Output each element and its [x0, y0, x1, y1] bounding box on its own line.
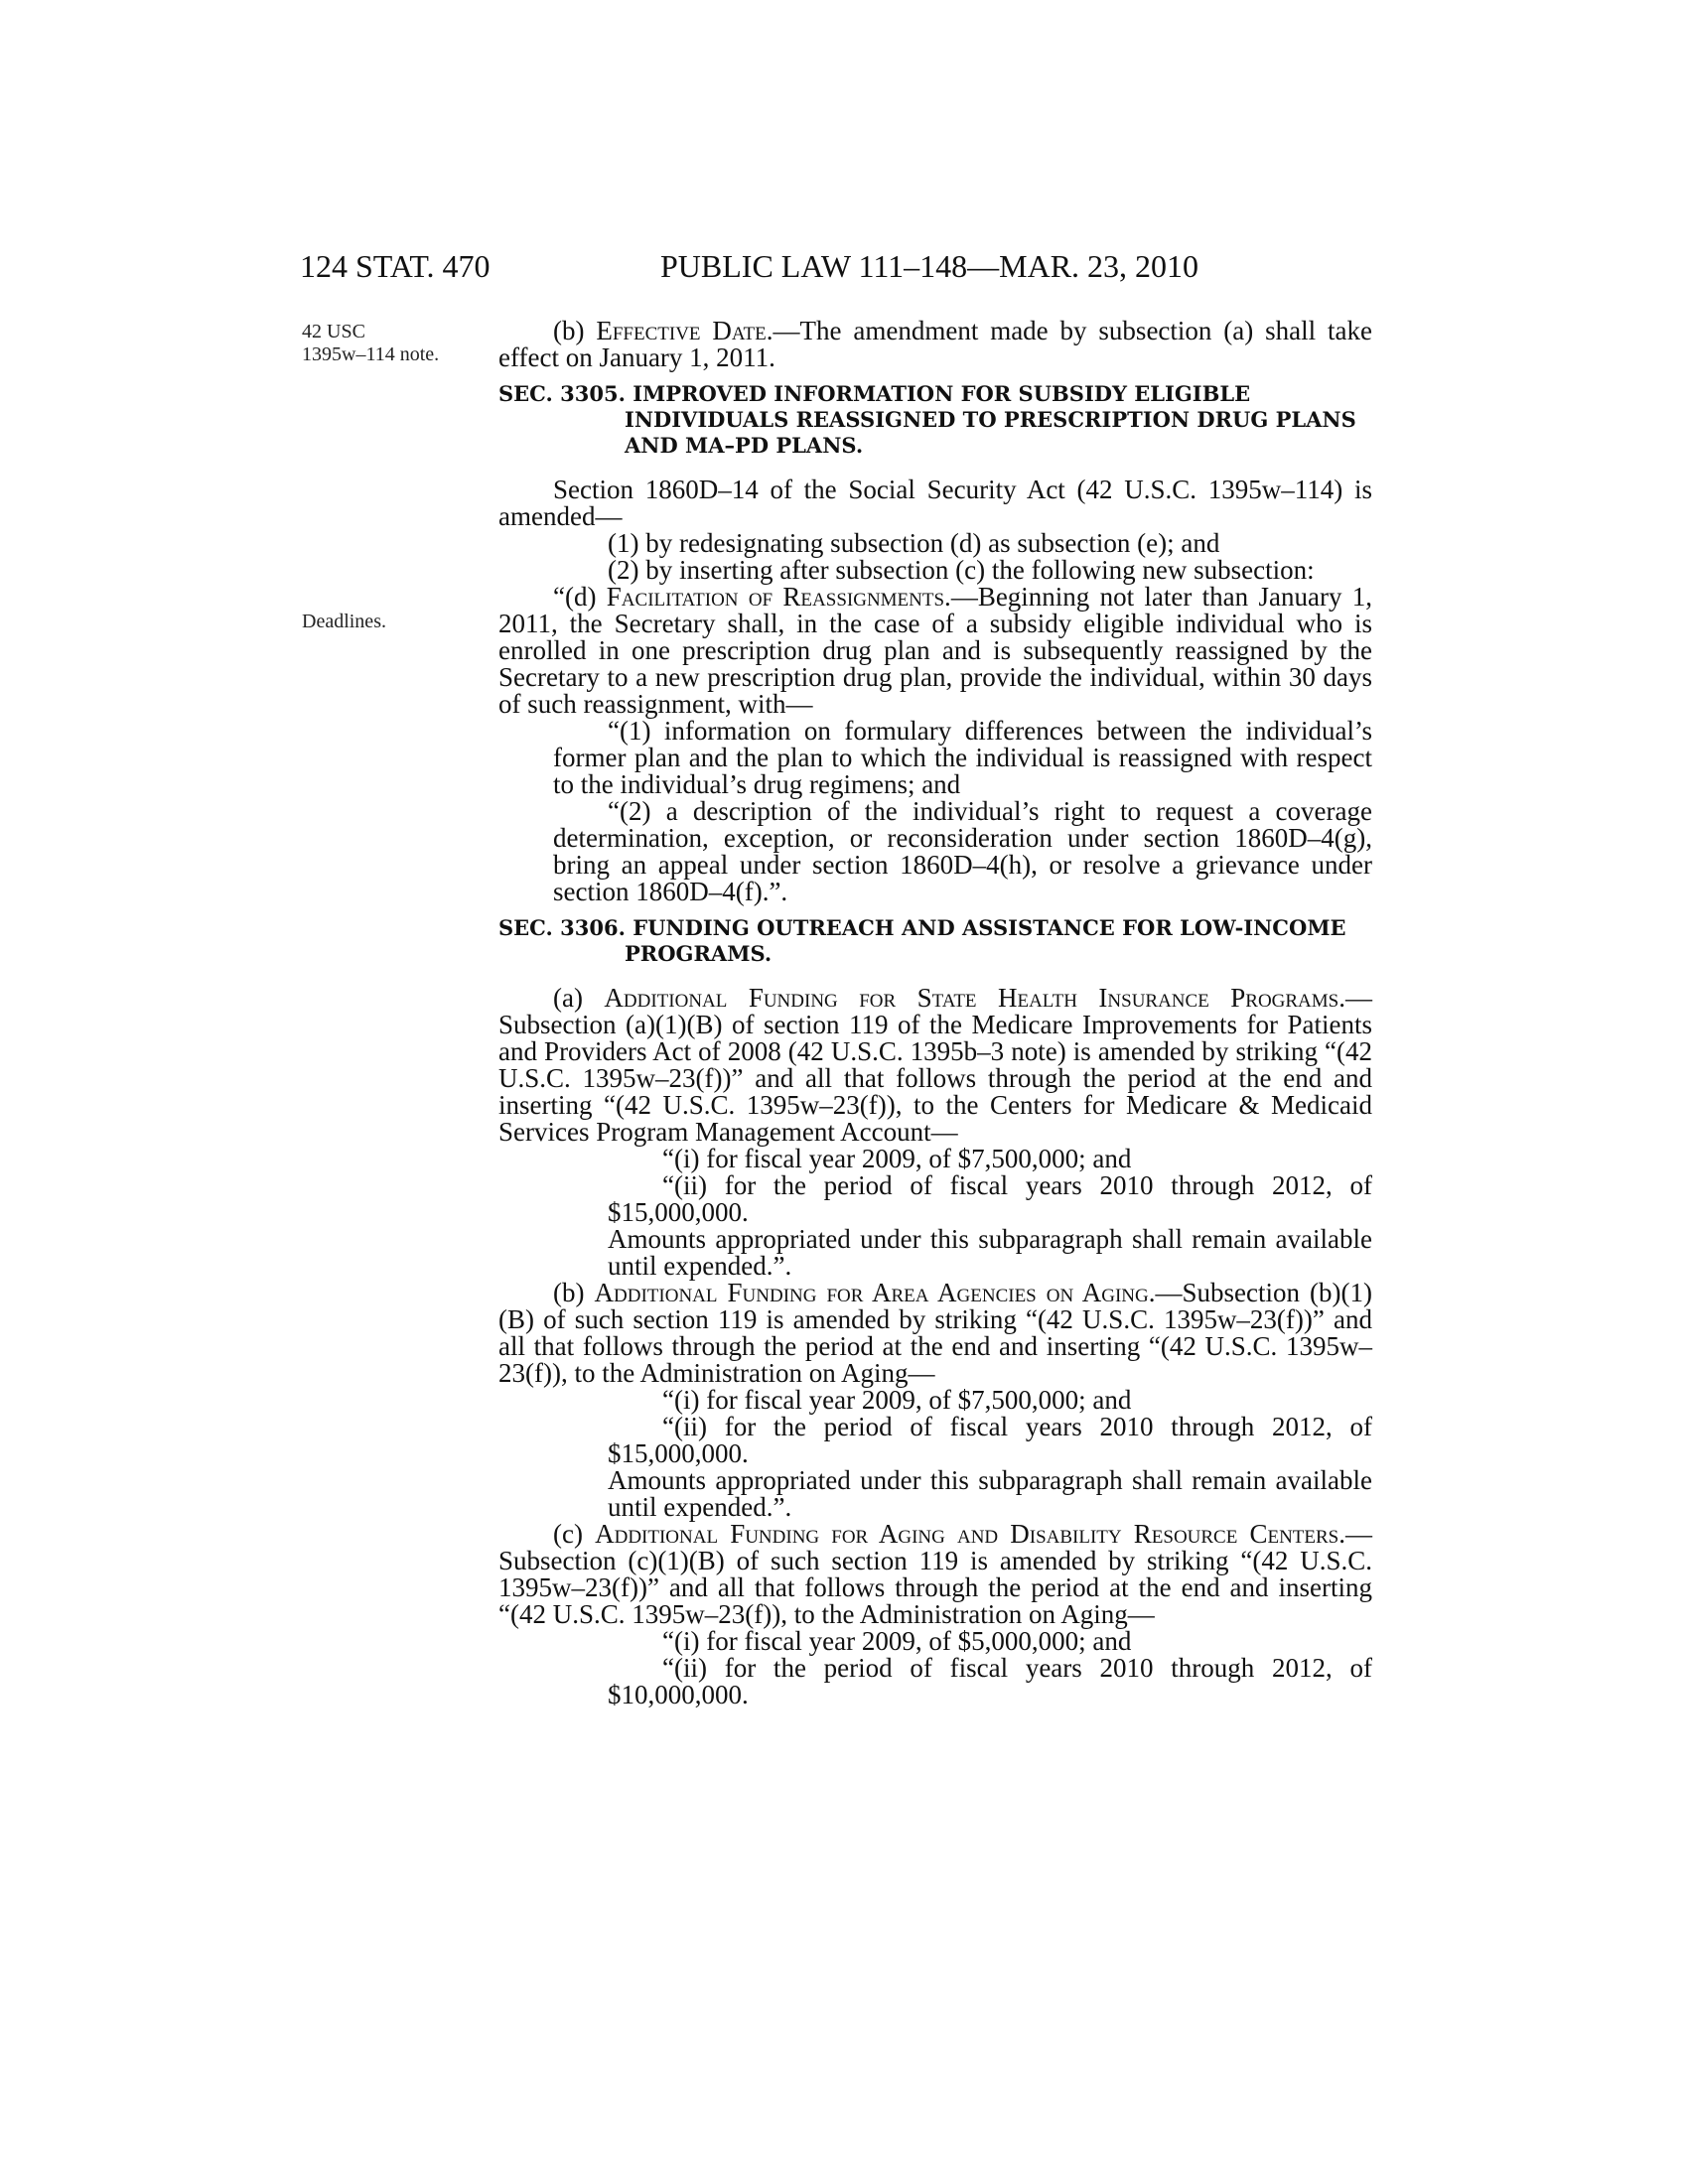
paragraph-b-ii: “(ii) for the period of fiscal years 2010 through 2012, of $15,000,000.: [608, 1412, 1372, 1468]
running-title: PUBLIC LAW 111–148—MAR. 23, 2010: [660, 248, 1199, 284]
paragraph-c-ii: “(ii) for the period of fiscal years 2010 through 2012, of $10,000,000.: [608, 1653, 1372, 1709]
margin-note-usc-line2: 1395w–114 note.: [302, 343, 440, 365]
paragraph-effective-date: (b) Effective Date.—The amendment made by subsection (a) shall take effect on January 1, 2011.: [498, 316, 1372, 372]
subsection-c-heading: Additional Funding for Aging and Disability Resource Centers.: [595, 1519, 1345, 1549]
paragraph-a-i: “(i) for fiscal year 2009, of $7,500,000; and: [662, 1144, 1132, 1173]
paragraph-a-ii: “(ii) for the period of fiscal years 2010 through 2012, of $15,000,000.: [608, 1170, 1372, 1227]
margin-note-usc: [302, 321, 439, 366]
paragraph-facilitation: “(d) Facilitation of Reassignments.—Beginning not later than January 1, 2011, the Secretary shall, in the case of a subsidy eligible individual who is enrolled in one prescription drug plan and is subsequently reassigned by the Secretary to a new prescription drug plan, provide the individual, within 30 days of such reassignment, with—: [498, 582, 1372, 719]
facilitation-heading: Facilitation of Reassignments.: [606, 582, 951, 612]
paragraph-subsection-c: (c) Additional Funding for Aging and Disability Resource Centers.—Subsection (c)(1)(B) of such section 119 is amended by striking “(42 U.S.C. 1395w–23(f))” and all that follows through the period at the end and inserting “(42 U.S.C. 1395w–23(f)), to the Administration on Aging—: [498, 1519, 1372, 1629]
document-body: [498, 318, 1372, 1708]
section-3305-heading: SEC. 3305. IMPROVED INFORMATION FOR SUBSIDY ELIGIBLE INDIVIDUALS REASSIGNED TO PRESCRIPTION DRUG PLANS AND MA–PD PLANS.: [498, 381, 1356, 458]
paragraph-item-2: (2) by inserting after subsection (c) the following new subsection:: [608, 555, 1315, 585]
margin-note-usc-line1: 42 USC: [302, 321, 365, 342]
paragraph-section-amended: Section 1860D–14 of the Social Security Act (42 U.S.C. 1395w–114) is amended—: [498, 475, 1372, 531]
paragraph-item-1: (1) by redesignating subsection (d) as subsection (e); and: [608, 528, 1220, 558]
subsection-a-heading: Additional Funding for State Health Insurance Programs.: [604, 983, 1345, 1013]
paragraph-quote-1: “(1) information on formulary differences between the individual’s former plan and the plan to which the individual is reassigned with respect to the individual’s drug regimens; and: [553, 716, 1372, 799]
effective-date-heading: Effective Date.: [596, 316, 774, 345]
subsection-b-heading: Additional Funding for Area Agencies on Aging.: [594, 1278, 1156, 1307]
paragraph-subsection-b: (b) Additional Funding for Area Agencies on Aging.—Subsection (b)(1)(B) of such section 119 is amended by striking “(42 U.S.C. 1395w–23(f))” and all that follows through the period at the end and inserting “(42 U.S.C. 1395w–23(f)), to the Administration on Aging—: [498, 1278, 1373, 1388]
paragraph-b-amounts: Amounts appropriated under this subparagraph shall remain available until expended.”.: [608, 1465, 1372, 1522]
paragraph-a-amounts: Amounts appropriated under this subparagraph shall remain available until expended.”.: [608, 1224, 1372, 1281]
page-header: [300, 248, 1372, 288]
paragraph-b-i: “(i) for fiscal year 2009, of $7,500,000; and: [662, 1385, 1132, 1415]
paragraph-quote-2: “(2) a description of the individual’s right to request a coverage determination, exception, or reconsideration under section 1860D–4(g), bring an appeal under section 1860D–4(h), or resolve a grievance under section 1860D–4(f).”.: [553, 796, 1372, 906]
stat-page-number: 124 STAT. 470: [300, 248, 491, 284]
paragraph-c-i: “(i) for fiscal year 2009, of $5,000,000; and: [662, 1626, 1132, 1656]
paragraph-subsection-a: (a) Additional Funding for State Health Insurance Programs.—Subsection (a)(1)(B) of section 119 of the Medicare Improvements for Patients and Providers Act of 2008 (42 U.S.C. 1395b–3 note) is amended by striking “(42 U.S.C. 1395w–23(f))” and all that follows through the period at the end and inserting “(42 U.S.C. 1395w–23(f)), to the Centers for Medicare & Medicaid Services Program Management Account—: [498, 983, 1372, 1147]
section-3306-heading: SEC. 3306. FUNDING OUTREACH AND ASSISTANCE FOR LOW-INCOME PROGRAMS.: [498, 915, 1346, 966]
margin-note-deadlines: Deadlines.: [302, 611, 386, 632]
